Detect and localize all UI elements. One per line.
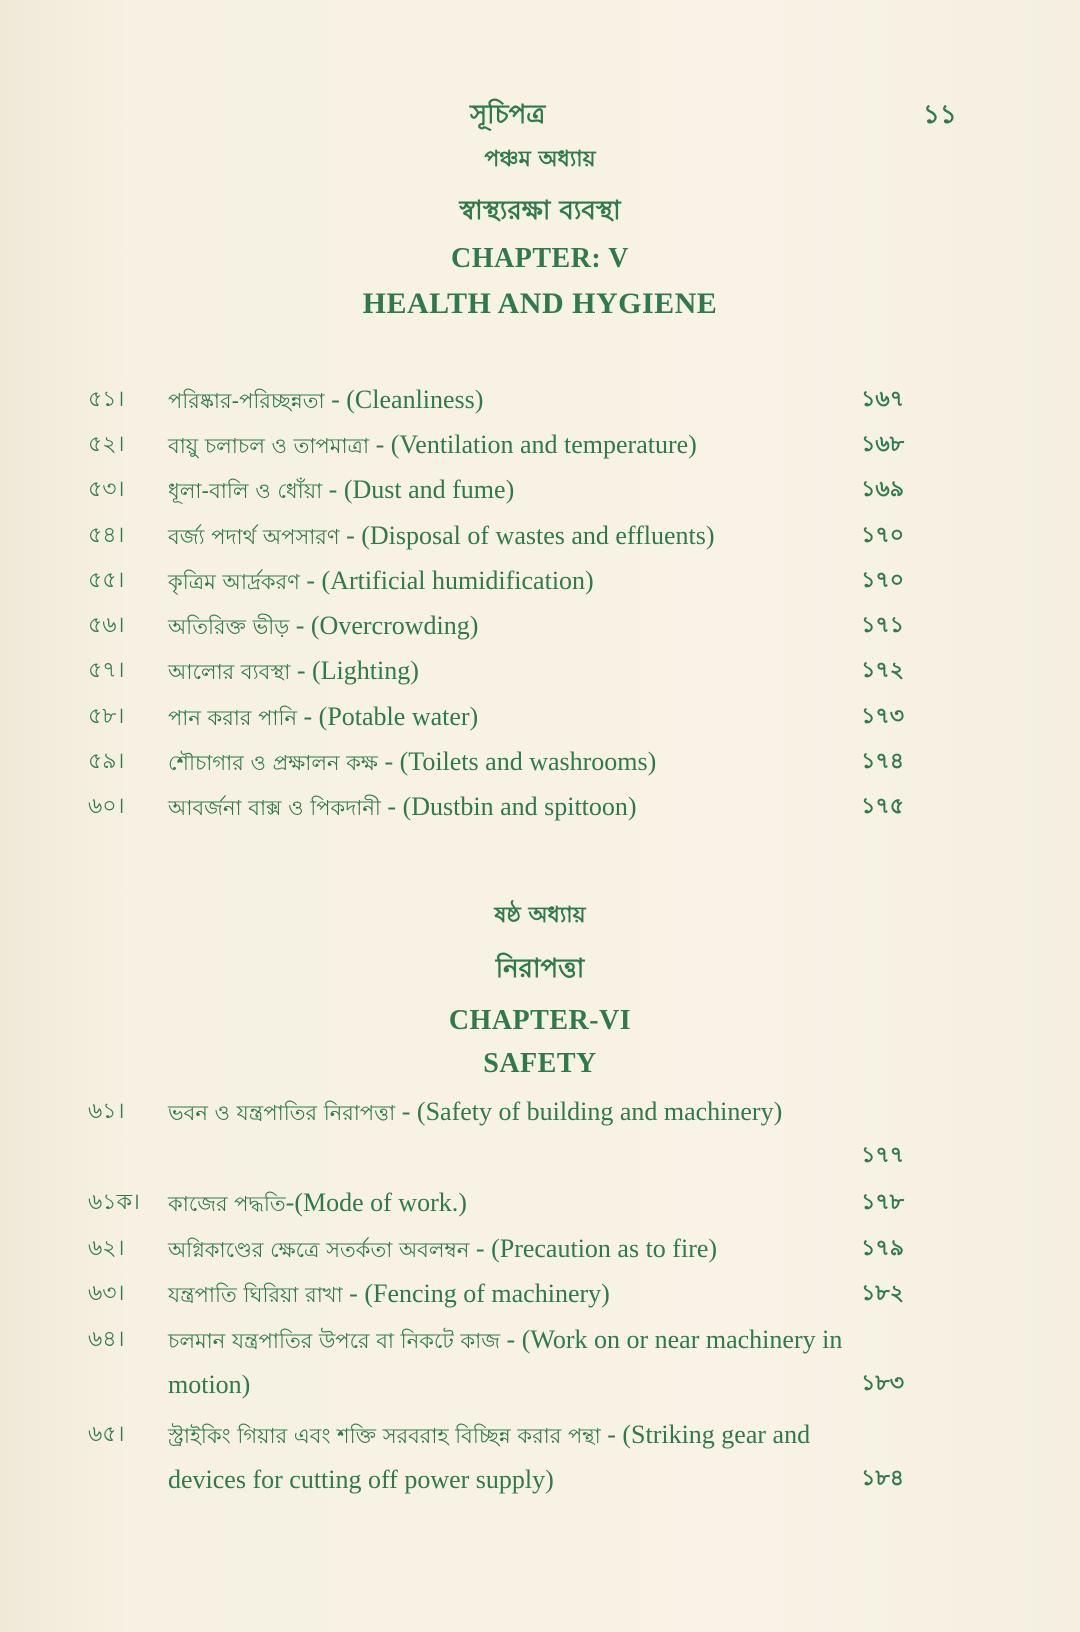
section-title-bn: ধূলা-বালি ও ধোঁয়া <box>168 479 323 503</box>
section-page: ১৭৮ <box>861 1190 904 1215</box>
section-title-en: - (Fencing of machinery) <box>342 1279 610 1308</box>
section-number: ৫১। <box>88 387 125 412</box>
page-number: ১১ <box>923 100 957 130</box>
section-number: ৫৮। <box>88 704 125 729</box>
section-title-bn: কৃত্রিম আর্দ্রকরণ <box>168 570 300 594</box>
section-title-en: - (Overcrowding) <box>289 611 479 640</box>
section-number: ৫৭। <box>88 658 125 683</box>
chapter5-bn-number: পঞ্চম অধ্যায় <box>484 147 596 172</box>
section-page: ১৭৩ <box>861 704 904 729</box>
section-page: ১৬৭ <box>861 387 904 412</box>
section-page: ১৮২ <box>861 1281 904 1306</box>
section-page: ১৮৪ <box>861 1466 904 1491</box>
section-title-en: - (Dustbin and spittoon) <box>380 792 637 821</box>
section-page: ১৭৫ <box>861 794 904 819</box>
section-title-bn: বর্জ্য পদার্থ অপসারণ <box>168 525 340 549</box>
section-title-bn: পান করার পানি <box>168 706 298 730</box>
chapter6-bn-title: নিরাপত্তা <box>495 954 585 984</box>
section-title-en: - (Work on or near machinery in motion) <box>168 1325 843 1399</box>
section-title-bn: ভবন ও যন্ত্রপাতির নিরাপত্তা <box>168 1101 396 1125</box>
section-number: ৬২। <box>88 1236 125 1261</box>
section-title-bn: কাজের পদ্ধতি <box>168 1192 286 1216</box>
section-page: ১৭৪ <box>861 749 904 774</box>
section-page: ১৭১ <box>861 613 904 638</box>
section-title-bn: অতিরিক্ত ভীড় <box>168 615 290 639</box>
section-number: ৬১। <box>88 1099 125 1124</box>
section-title-en: - (Artificial humidification) <box>299 566 594 595</box>
section-number: ৬১ক। <box>88 1190 140 1215</box>
section-page: ১৭০ <box>861 523 904 548</box>
section-title-en: - (Precaution as to fire) <box>469 1234 718 1263</box>
section-number: ৫৩। <box>88 477 125 502</box>
chapter5-bn-title: স্বাস্থ্যরক্ষা ব্যবস্থা <box>459 196 621 226</box>
page-header-title: সূচিপত্র <box>470 100 546 130</box>
chapter6-en-number: CHAPTER-VI <box>448 1005 632 1036</box>
section-title-bn: যন্ত্রপাতি ঘিরিয়া রাখা <box>168 1283 343 1307</box>
section-title-en: - (Potable water) <box>297 702 479 731</box>
section-title-en: - (Ventilation and temperature) <box>369 430 697 459</box>
chapter5-en-title: HEALTH AND HYGIENE <box>362 287 718 320</box>
chapter5-en-number: CHAPTER: V <box>451 243 629 274</box>
section-page: ১৭২ <box>861 658 904 683</box>
section-title-bn: আবর্জনা বাক্স ও পিকদানী <box>168 796 381 820</box>
chapter6-bn-number: ষষ্ঠ অধ্যায় <box>494 903 586 928</box>
section-number: ৬৩। <box>88 1281 125 1306</box>
section-number: ৫৫। <box>88 568 125 593</box>
section-title-bn: শৌচাগার ও প্রক্ষালন কক্ষ <box>168 751 378 775</box>
section-page: ১৭৯ <box>861 1236 904 1261</box>
section-number: ৬৫। <box>88 1422 125 1447</box>
section-title-en: - (Striking gear and devices for cutting off power supply) <box>168 1420 811 1494</box>
section-title-en: - (Safety of building and machinery) <box>395 1097 783 1126</box>
section-title-bn: স্ট্রাইকিং গিয়ার এবং শক্তি সরবরাহ বিচ্ছিন্ন করার পন্থা <box>168 1424 601 1448</box>
section-page: ১৬৯ <box>861 477 904 502</box>
section-page: ১৭৭ <box>861 1143 904 1168</box>
section-number: ৬০। <box>88 794 125 819</box>
chapter6-en-title: SAFETY <box>483 1048 597 1079</box>
section-title-bn: পরিষ্কার-পরিচ্ছন্নতা <box>168 389 325 413</box>
section-number: ৫২। <box>88 432 125 457</box>
section-title-en: - (Disposal of wastes and effluents) <box>339 521 715 550</box>
section-title-bn: আলোর ব্যবস্থা <box>168 660 291 684</box>
section-title-en: - (Cleanliness) <box>324 385 484 414</box>
section-number: ৫৯। <box>88 749 125 774</box>
section-page: ১৬৮ <box>861 432 904 457</box>
section-title-bn: অগ্নিকাণ্ডের ক্ষেত্রে সতর্কতা অবলম্বন <box>168 1238 470 1262</box>
section-number: ৬৪। <box>88 1327 125 1352</box>
section-title-en: - (Lighting) <box>290 656 419 685</box>
section-title-bn: চলমান যন্ত্রপাতির উপরে বা নিকটে কাজ <box>168 1329 501 1353</box>
section-number: ৫৪। <box>88 523 125 548</box>
section-title-bn: বায়ু চলাচল ও তাপমাত্রা <box>168 434 370 458</box>
section-title-en: -(Mode of work.) <box>285 1188 467 1217</box>
section-page: ১৭০ <box>861 568 904 593</box>
section-title-en: - (Toilets and washrooms) <box>377 747 657 776</box>
section-title-en: - (Dust and fume) <box>322 475 515 504</box>
section-page: ১৮৩ <box>861 1371 904 1396</box>
section-number: ৫৬। <box>88 613 125 638</box>
